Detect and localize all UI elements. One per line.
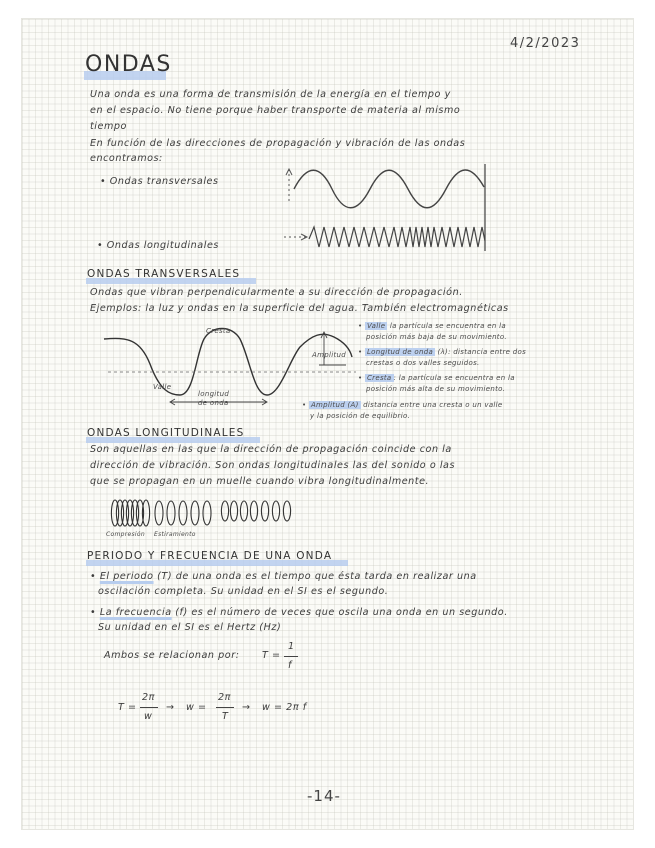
page-title: ONDAS — [85, 52, 172, 77]
label-stretching: Estiramiento — [154, 531, 196, 538]
definition-crest: • Cresta : la partícula se encuentra en la — [358, 374, 515, 382]
label-compression: Compresión — [106, 531, 145, 538]
definition-trough: • Valle la partícula se encuentra en la — [358, 322, 506, 330]
label-amplitude: Amplitud — [312, 351, 346, 359]
intro-line: Una onda es una forma de transmisión de la energía en el tiempo y — [90, 89, 451, 100]
term-frequency: La frecuencia — [99, 607, 172, 618]
formula2-numerator: 2π — [218, 692, 231, 703]
period-definition-cont: oscilación completa. Su unidad en el SI es el segundo. — [98, 586, 389, 597]
directions-line: En función de las direcciones de propagación y vibración de las ondas — [90, 138, 466, 149]
page-date: 4/2/2023 — [510, 36, 581, 51]
definition-trough-cont: posición más baja de su movimiento. — [366, 333, 507, 341]
formula2-denominator: w — [144, 711, 153, 722]
definition-wavelength-cont: crestas o dos valles seguidos. — [366, 359, 480, 367]
frequency-definition: • La frecuencia (f) es el número de veces que oscila una onda en un segundo. — [90, 607, 508, 618]
definition-wavelength: • Longitud de onda (λ): distancia entre dos — [358, 348, 527, 356]
section-period-title: PERIODO Y FRECUENCIA DE UNA ONDA — [87, 550, 333, 562]
fraction-bar — [216, 707, 234, 708]
term-trough: Valle — [366, 322, 386, 330]
transverse-line: Ejemplos: la luz y ondas en la superficie del agua. También electromagnéticas — [90, 303, 509, 314]
definition-amplitude-cont: y la posición de equilibrio. — [310, 412, 411, 420]
term-crest: Cresta — [366, 374, 392, 382]
page-number: -14- — [307, 787, 341, 805]
section-transverse-title: ONDAS TRANSVERSALES — [87, 268, 241, 280]
longitudinal-line: dirección de vibración. Son ondas longitudinales las del sonido o las — [90, 460, 456, 471]
label-wavelength: de onda — [198, 399, 229, 407]
formula2-denominator: T — [222, 711, 229, 722]
fraction-bar — [284, 656, 298, 657]
longitudinal-line: Son aquellas en las que la dirección de propagación coincide con la — [90, 444, 452, 455]
formula-t-equals: T = — [262, 650, 281, 661]
formula2-final: w = 2π f — [262, 702, 307, 713]
period-definition: • El periodo (T) de una onda es el tiempo que ésta tarda en realizar una — [90, 571, 477, 582]
formula2-w-equals: w = — [186, 702, 207, 713]
formula2-t-equals: T = — [118, 702, 137, 713]
section-longitudinal-title: ONDAS LONGITUDINALES — [87, 427, 245, 439]
transverse-line: Ondas que vibran perpendicularmente a su dirección de propagación. — [90, 287, 463, 298]
intro-line: en el espacio. No tiene porque haber transporte de materia al mismo — [90, 105, 461, 116]
intro-line: tiempo — [90, 121, 127, 132]
formula-denominator: f — [288, 660, 292, 671]
definition-crest-cont: posición más alta de su movimiento. — [366, 385, 506, 393]
notebook-page — [22, 19, 633, 829]
fraction-bar — [140, 707, 158, 708]
term-wavelength: Longitud de onda — [366, 348, 434, 356]
formula2-numerator: 2π — [142, 692, 155, 703]
relation-text: Ambos se relacionan por: — [104, 650, 240, 661]
type-longitudinal: • Ondas longitudinales — [97, 240, 219, 251]
arrow: → — [166, 702, 175, 713]
frequency-definition-cont: Su unidad en el SI es el Hertz (Hz) — [98, 622, 282, 633]
label-trough: Valle — [153, 383, 172, 391]
longitudinal-line: que se propagan en un muelle cuando vibra longitudinalmente. — [90, 476, 430, 487]
label-crest: Cresta — [206, 327, 231, 335]
directions-line: encontramos: — [90, 153, 163, 164]
longitudinal-spring-sketch — [22, 19, 633, 539]
arrow: → — [242, 702, 251, 713]
term-amplitude: Amplitud (A) — [310, 401, 359, 409]
formula-numerator: 1 — [288, 641, 295, 652]
term-period: El periodo — [99, 571, 154, 582]
definition-amplitude: • Amplitud (A) distancia entre una cresta o un valle — [302, 401, 503, 409]
label-wavelength: longitud — [198, 390, 230, 398]
type-transverse: • Ondas transversales — [100, 176, 219, 187]
